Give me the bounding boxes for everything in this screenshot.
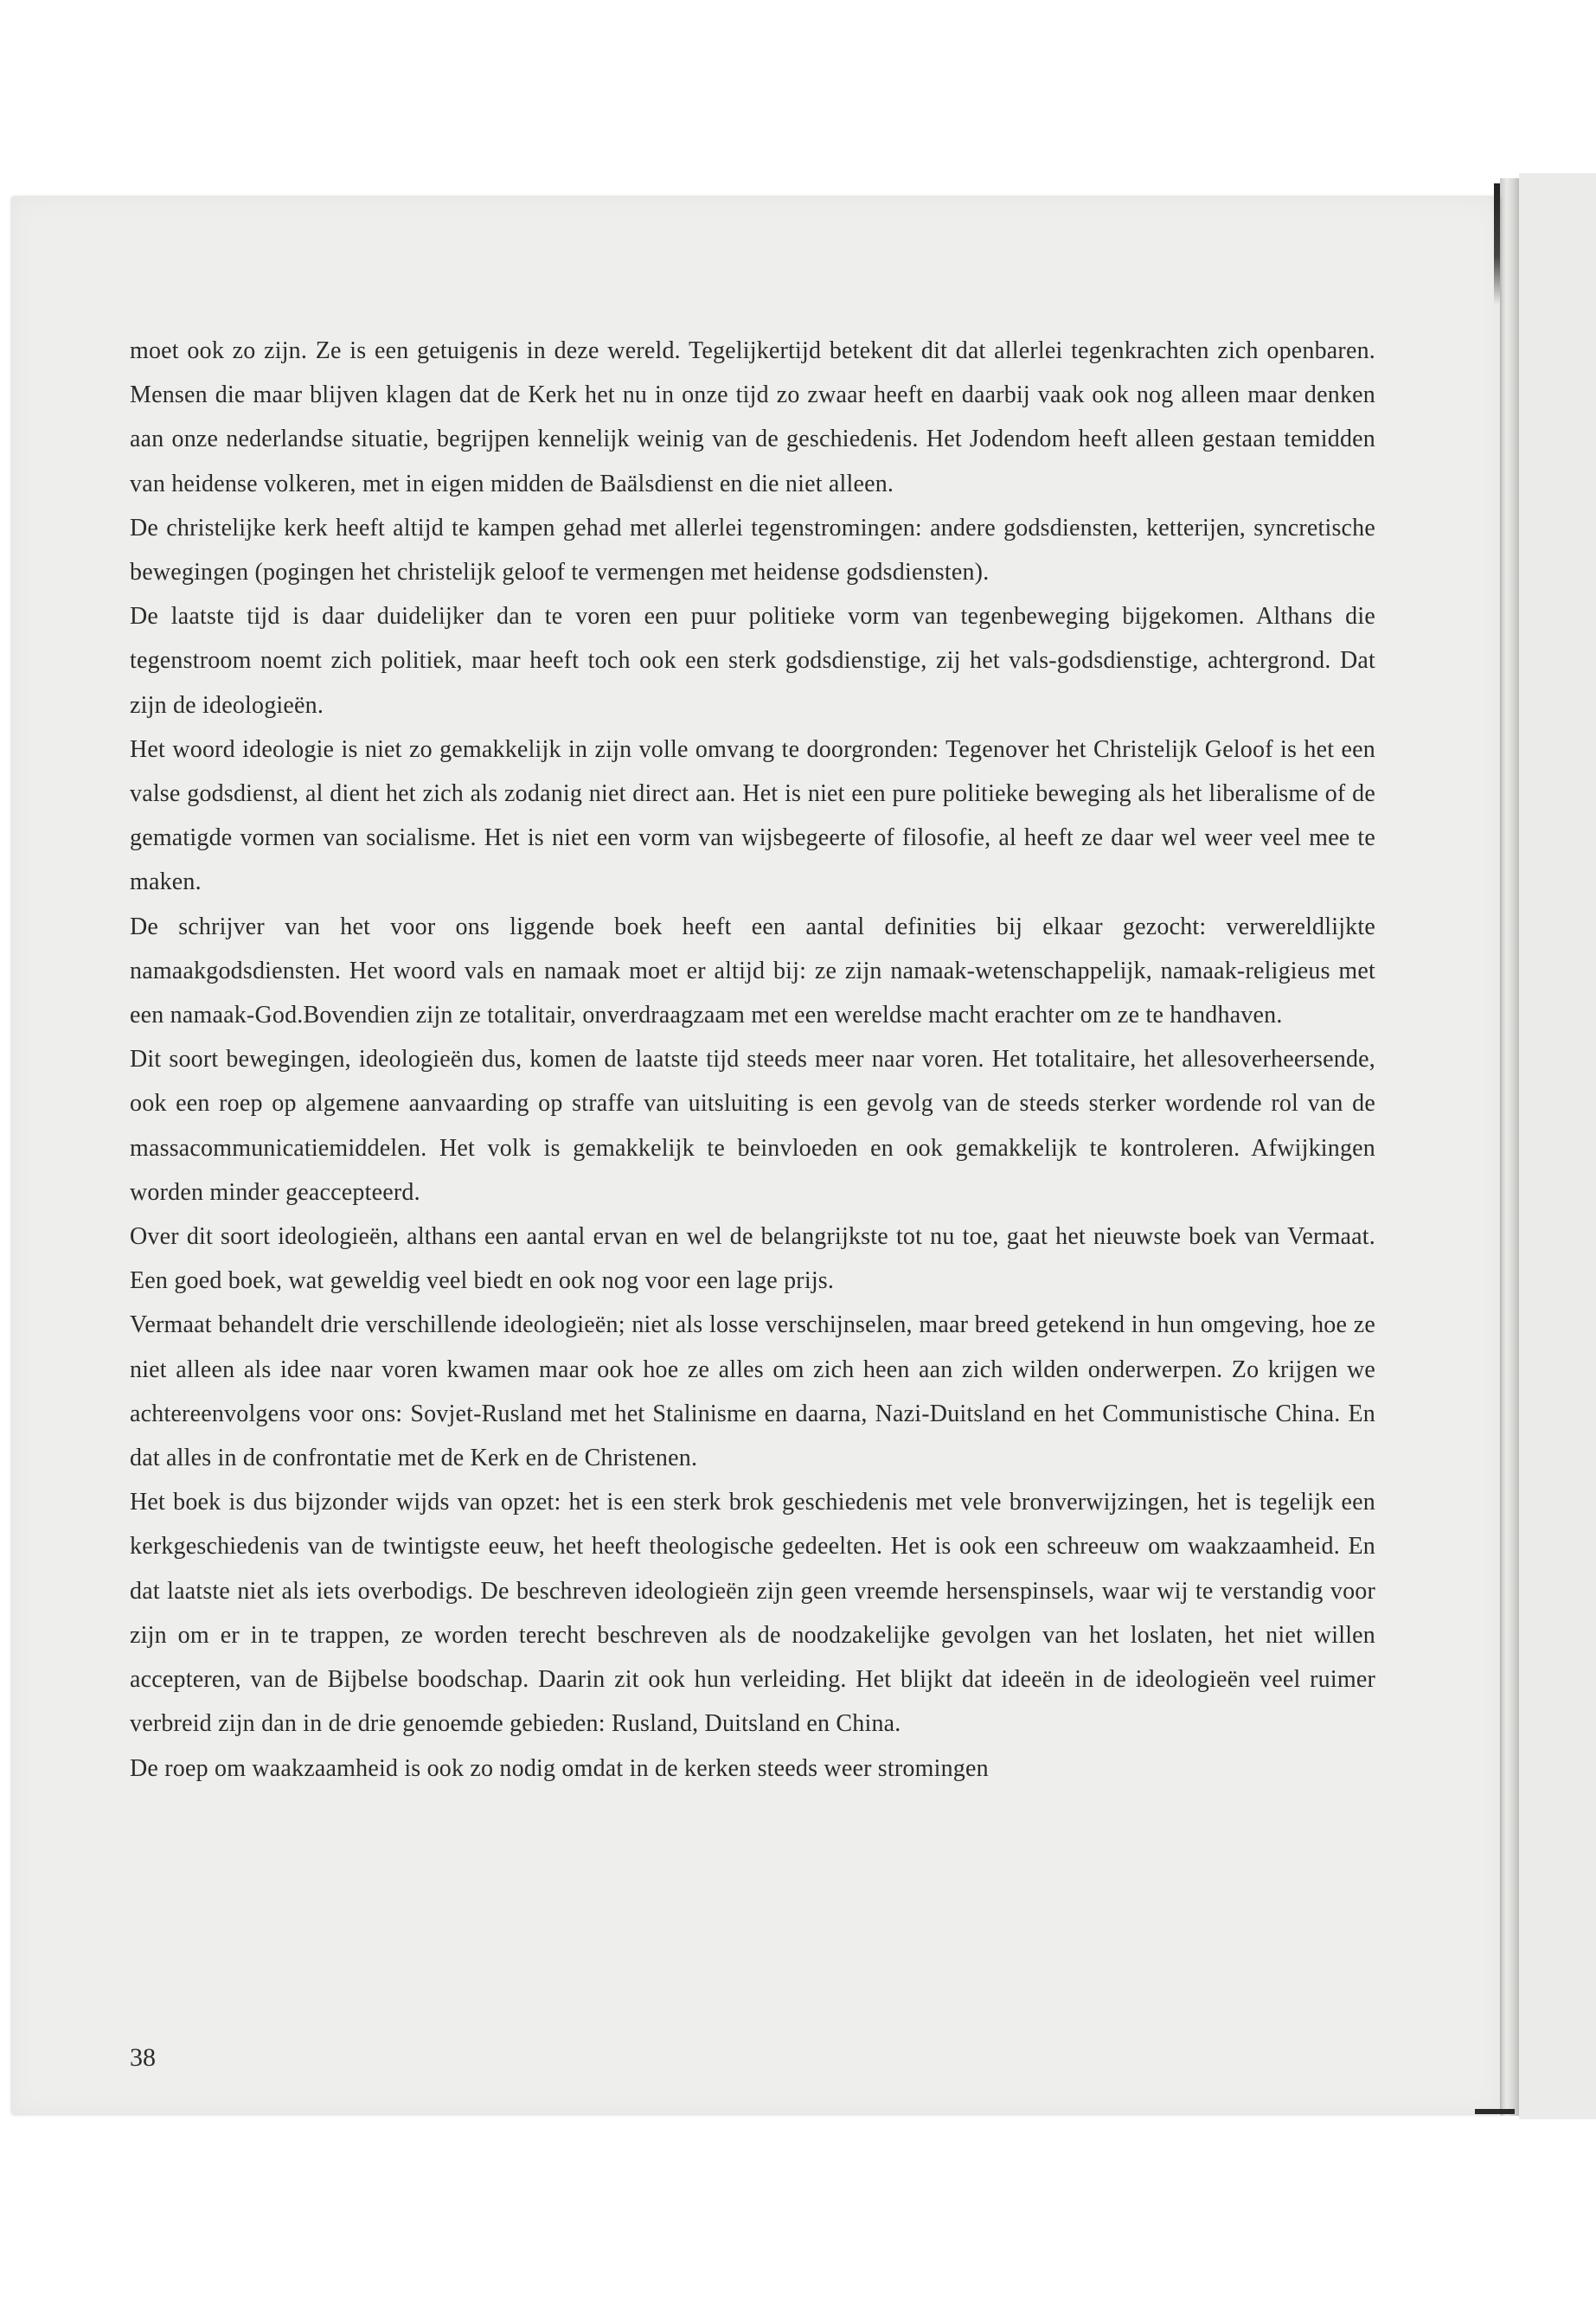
adjacent-page-edge xyxy=(1519,173,1596,2119)
paragraph: Over dit soort ideologieën, althans een aantal ervan en wel de belangrijkste tot nu toe, gaat het nieuwste boek van Vermaat. Een goed boek, wat geweldig veel biedt en ook nog voor een lage prijs. xyxy=(130,1223,1375,1295)
paragraph: De laatste tijd is daar duidelijker dan te voren een puur politieke vorm van tegenbeweging bijgekomen. Althans die tegenstroom noemt zich politiek, maar heeft toch ook een sterk godsdienstige, zij het vals-godsdienstige, achtergrond. Dat zijn de ideologieën. xyxy=(130,603,1375,719)
paragraph: Dit soort bewegingen, ideologieën dus, komen de laatste tijd steeds meer naar voren. Het totalitaire, het allesoverheersende, ook een roep op algemene aanvaarding op straffe van uitsluiting is een gevolg van de steeds sterker wordende rol van de massacommunicatiemiddelen. Het volk is gemakkelijk te beinvloeden en ook gemakkelijk te kontroleren. Afwijkingen worden minder geaccepteerd. xyxy=(130,1046,1375,1206)
binding-shadow-bottom xyxy=(1475,2109,1515,2114)
paragraph: Het woord ideologie is niet zo gemakkelijk in zijn volle omvang te doorgronden: Tegenover het Christelijk Geloof is het een valse godsdienst, al dient het zich als zodanig niet direct aan. Het is niet een pure politieke beweging als het liberalisme of de gematigde vormen van socialisme. Het is niet een vorm van wijsbegeerte of filosofie, al heeft ze daar wel weer veel mee te maken. xyxy=(130,735,1375,896)
paragraph: De roep om waakzaamheid is ook zo nodig omdat in de kerken steeds weer stromingen xyxy=(130,1754,989,1782)
paragraph: Vermaat behandelt drie verschillende ideologieën; niet als losse verschijnselen, maar breed getekend in hun omgeving, hoe ze niet alleen als idee naar voren kwamen maar ook hoe ze alles om zich heen aan zich wilden onderwerpen. Zo krijgen we achtereenvolgens voor ons: Sovjet-Rusland met het Stalinisme en daarna, Nazi-Duitsland en het Communistische China. En dat alles in de confrontatie met de Kerk en de Christenen. xyxy=(130,1311,1375,1472)
paragraph: De christelijke kerk heeft altijd te kampen gehad met allerlei tegenstromingen: andere godsdiensten, ketterijen, syncretische bewegingen (pogingen het christelijk geloof te vermengen met heidense godsdiensten). xyxy=(130,514,1375,586)
page-number: 38 xyxy=(130,2043,156,2072)
book-gutter xyxy=(1500,178,1519,2116)
paragraph: Het boek is dus bijzonder wijds van opzet: het is een sterk brok geschiedenis met vele bronverwijzingen, het is tegelijk een kerkgeschiedenis van de twintigste eeuw, het heeft theologische gedeelten. Het is ook een schreeuw om waakzaamheid. En dat laatste niet als iets overbodigs. De beschreven ideologieën zijn geen vreemde hersenspinsels, waar wij te verstandig voor zijn om er in te trappen, ze worden terecht beschreven als de noodzakelijke gevolgen van het loslaten, het niet willen accepteren, van de Bijbelse boodschap. Daarin zit ook hun verleiding. Het blijkt dat ideeën in de ideologieën veel ruimer verbreid zijn dan in de drie genoemde gebieden: Rusland, Duitsland en China. xyxy=(130,1489,1375,1738)
body-text xyxy=(130,329,1375,1791)
paragraph: De schrijver van het voor ons liggende boek heeft een aantal definities bij elkaar gezocht: verwereldlijkte namaakgodsdiensten. Het woord vals en namaak moet er altijd bij: ze zijn namaak-wetenschappelijk, namaak-religieus met een namaak-God.Bovendien zijn ze totalitair, onverdraagzaam met een wereldse macht erachter om ze te handhaven. xyxy=(130,913,1375,1029)
paragraph: moet ook zo zijn. Ze is een getuigenis in deze wereld. Tegelijkertijd betekent dit dat allerlei tegenkrachten zich openbaren. Mensen die maar blijven klagen dat de Kerk het nu in onze tijd zo zwaar heeft en daarbij vaak ook nog alleen maar denken aan onze nederlandse situatie, begrijpen kennelijk weinig van de geschiedenis. Het Jodendom heeft alleen gestaan temidden van heidense volkeren, met in eigen midden de Baälsdienst en die niet alleen. xyxy=(130,337,1375,497)
binding-shadow xyxy=(1494,183,1500,304)
